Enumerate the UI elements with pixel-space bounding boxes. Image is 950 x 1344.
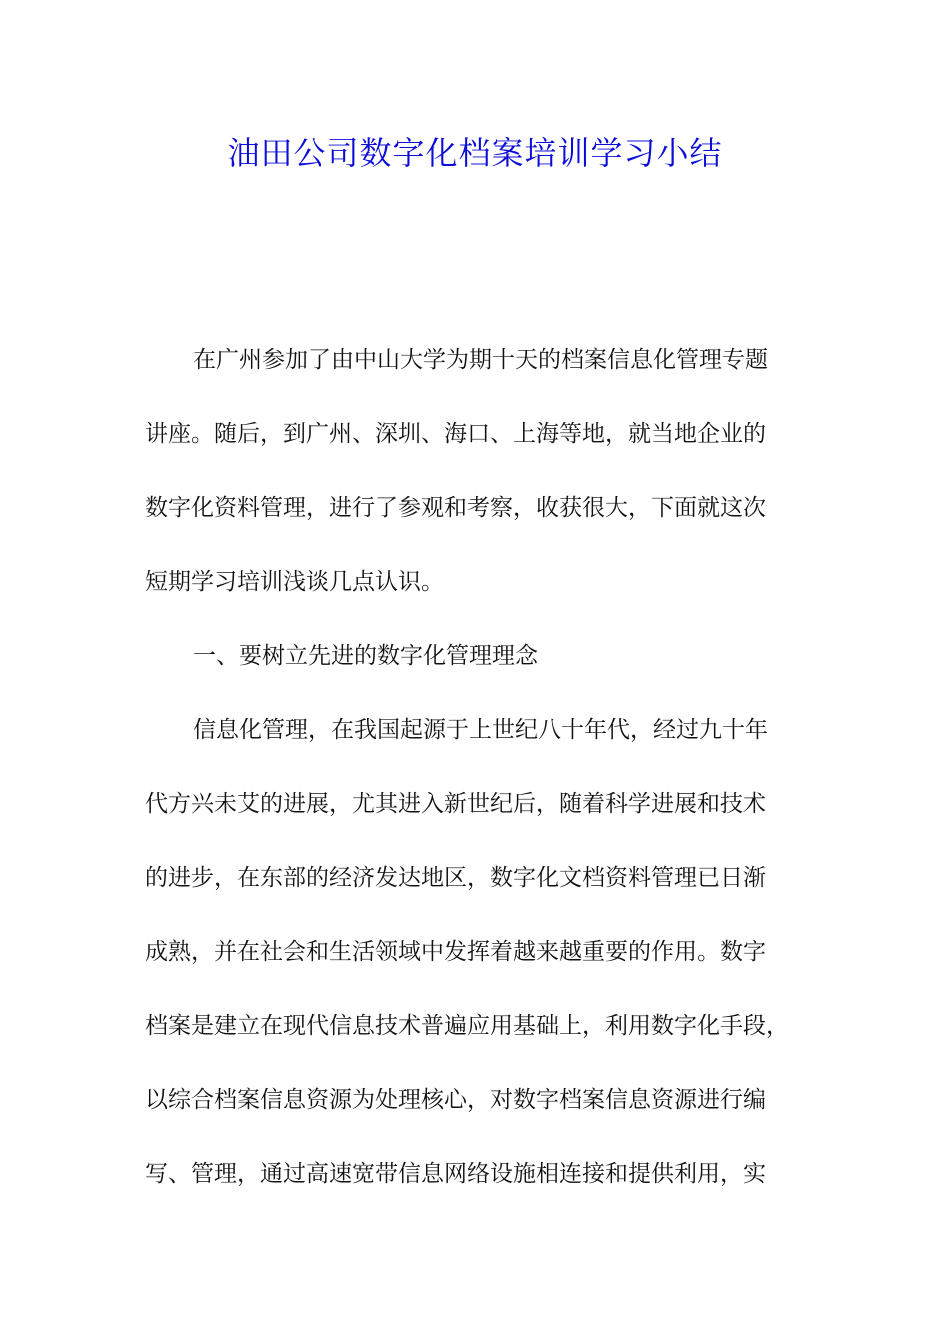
body-line-8: 的进步，在东部的经济发达地区，数字化文档资料管理已日渐 xyxy=(145,865,766,891)
body-line-2: 讲座。随后，到广州、深圳、海口、上海等地，就当地企业的 xyxy=(145,421,766,447)
body-line-10: 档案是建立在现代信息技术普遍应用基础上，利用数字化手段， xyxy=(145,1013,789,1039)
body-line-4: 短期学习培训浅谈几点认识。 xyxy=(145,569,444,595)
document-body xyxy=(145,338,807,1226)
document-title: 油田公司数字化档案培训学习小结 xyxy=(227,134,723,172)
body-line-1: 在广州参加了由中山大学为期十天的档案信息化管理专题 xyxy=(193,347,768,373)
body-line-6: 信息化管理，在我国起源于上世纪八十年代，经过九十年 xyxy=(193,717,768,743)
section-heading-1: 一、要树立先进的数字化管理理念 xyxy=(193,643,538,669)
body-line-9: 成熟，并在社会和生活领域中发挥着越来越重要的作用。数字 xyxy=(145,939,766,965)
body-line-12: 写、管理，通过高速宽带信息网络设施相连接和提供利用，实 xyxy=(145,1161,766,1187)
body-line-3: 数字化资料管理，进行了参观和考察，收获很大，下面就这次 xyxy=(145,495,766,521)
body-line-11: 以综合档案信息资源为处理核心，对数字档案信息资源进行编 xyxy=(145,1087,766,1113)
body-line-7: 代方兴未艾的进展，尤其进入新世纪后，随着科学进展和技术 xyxy=(145,791,766,817)
